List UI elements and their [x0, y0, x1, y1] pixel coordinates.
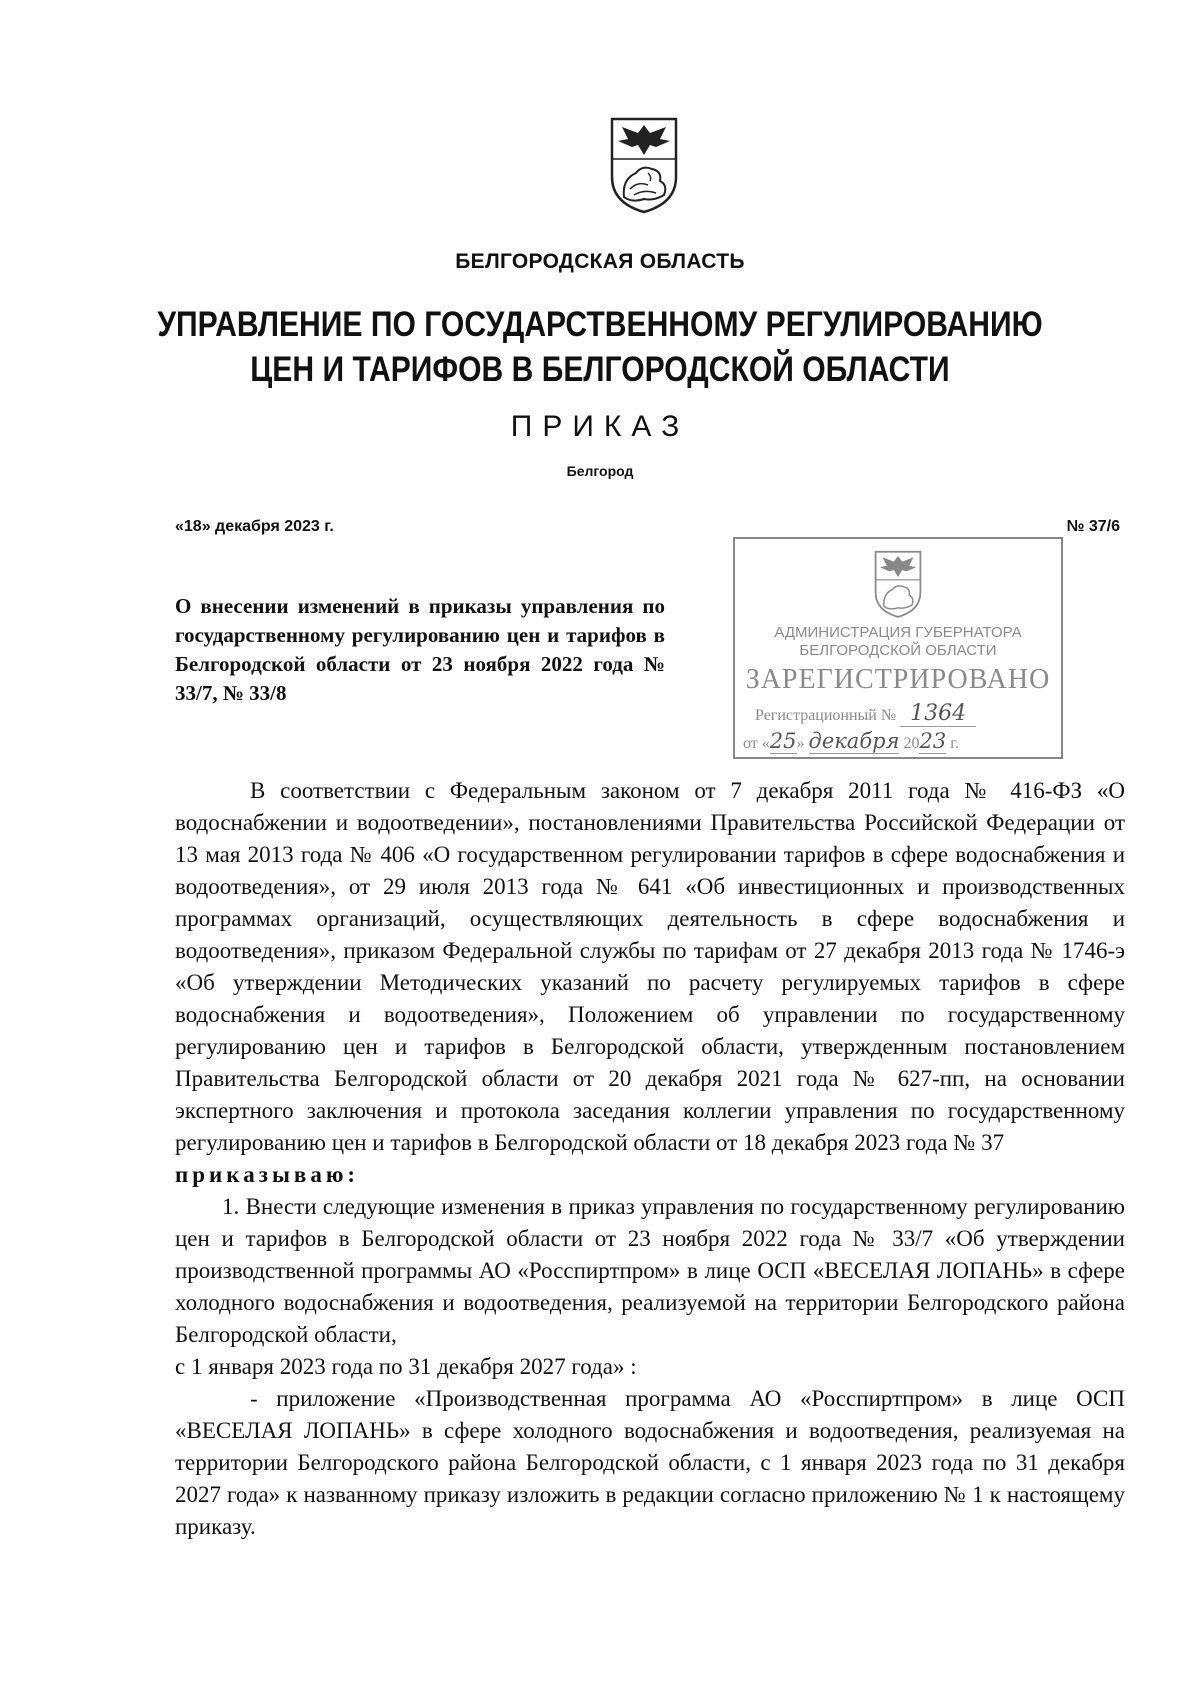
- order-item-1-period: с 1 января 2023 года по 31 декабря 2027 года» :: [175, 1354, 637, 1379]
- stamp-date-prefix: от «: [743, 735, 770, 752]
- stamp-emblem-icon: [867, 549, 929, 619]
- stamp-registration-number: [755, 701, 976, 726]
- order-subject: О внесении изменений в приказы управления по государственному регулированию цен и тарифов в Белгородской области от 23 ноября 2022 года № 33/7, № 33/8: [175, 594, 665, 705]
- order-body: [175, 775, 1125, 1543]
- stamp-reg-number-handwritten: 1364: [900, 701, 976, 727]
- stamp-reg-label: Регистрационный №: [755, 707, 897, 724]
- stamp-org-line2: БЕЛГОРОДСКОЙ ОБЛАСТИ: [799, 642, 997, 659]
- stamp-date-mid: »: [796, 735, 805, 752]
- region-title: БЕЛГОРОДСКАЯ ОБЛАСТЬ: [455, 250, 745, 273]
- stamp-date-month-handwritten: декабря: [808, 729, 900, 753]
- stamp-org-line1: АДМИНИСТРАЦИЯ ГУБЕРНАТОРА: [774, 624, 1022, 641]
- coat-of-arms-emblem: [608, 115, 680, 215]
- stamp-date-day-handwritten: 25: [769, 729, 797, 753]
- stamp-registered-label: ЗАРЕГИСТРИРОВАНО: [745, 664, 1051, 695]
- stamp-registration-date: [743, 729, 959, 753]
- agency-name-line2: ЦЕН И ТАРИФОВ В БЕЛГОРОДСКОЙ ОБЛАСТИ: [250, 350, 950, 389]
- stamp-date-year-handwritten: 23: [919, 729, 947, 753]
- order-date: «18» декабря 2023 г.: [175, 518, 334, 535]
- document-type: ПРИКАЗ: [510, 410, 690, 443]
- preamble-paragraph: В соответствии с Федеральным законом от 7 декабря 2011 года № 416-ФЗ «О водоснабжении и водоотведении», постановлениями Правительства Российской Федерации от 13 мая 2013 года № 406 «О государственном регулировании тарифов в сфере водоснабжения и водоотведения», от 29 июля 2013 года № 641 «Об инвестиционных и производственных программах организаций, осуществляющих деятельность в сфере водоснабжения и водоотведения», приказом Федеральной службы по тарифам от 27 декабря 2013 года № 1746-э «Об утверждении Методических указаний по расчету регулируемых тарифов в сфере водоснабжения и водоотведения», Положением об управлении по государственному регулированию цен и тарифов в Белгородской области, утвержденным постановлением Правительства Белгородской области от 20 декабря 2021 года № 627-пп, на основании экспертного заключения и протокола заседания коллегии управления по государственному регулированию цен и тарифов в Белгородской области от 18 декабря 2023 года № 37: [175, 778, 1125, 1155]
- stamp-date-suffix: г.: [950, 735, 959, 752]
- registration-stamp: [733, 537, 1063, 759]
- agency-name-line1: УПРАВЛЕНИЕ ПО ГОСУДАРСТВЕННОМУ РЕГУЛИРОВАНИЮ: [157, 305, 1043, 344]
- order-item-1-subitem: - приложение «Производственная программа АО «Росспиртпром» в лице ОСП «ВЕСЕЛАЯ ЛОПАНЬ» в сфере холодного водоснабжения и водоотведения, реализуемая на территории Белгородского района Белгородской области, с 1 января 2023 года по 31 декабря 2027 года» к названному приказу изложить в редакции согласно приложению № 1 к настоящему приказу.: [175, 1386, 1125, 1539]
- order-directive: приказываю:: [175, 1162, 360, 1187]
- order-number: № 37/6: [1066, 518, 1120, 535]
- stamp-date-year-prefix: 20: [903, 735, 920, 752]
- order-item-1: 1. Внести следующие изменения в приказ управления по государственному регулированию цен и тарифов в Белгородской области от 23 ноября 2022 года № 33/7 «Об утверждении производственной программы АО «Росспиртпром» в лице ОСП «ВЕСЕЛАЯ ЛОПАНЬ» в сфере холодного водоснабжения и водоотведения, реализуемой на территории Белгородского района Белгородской области,: [175, 1194, 1125, 1347]
- city-name: Белгород: [566, 463, 634, 479]
